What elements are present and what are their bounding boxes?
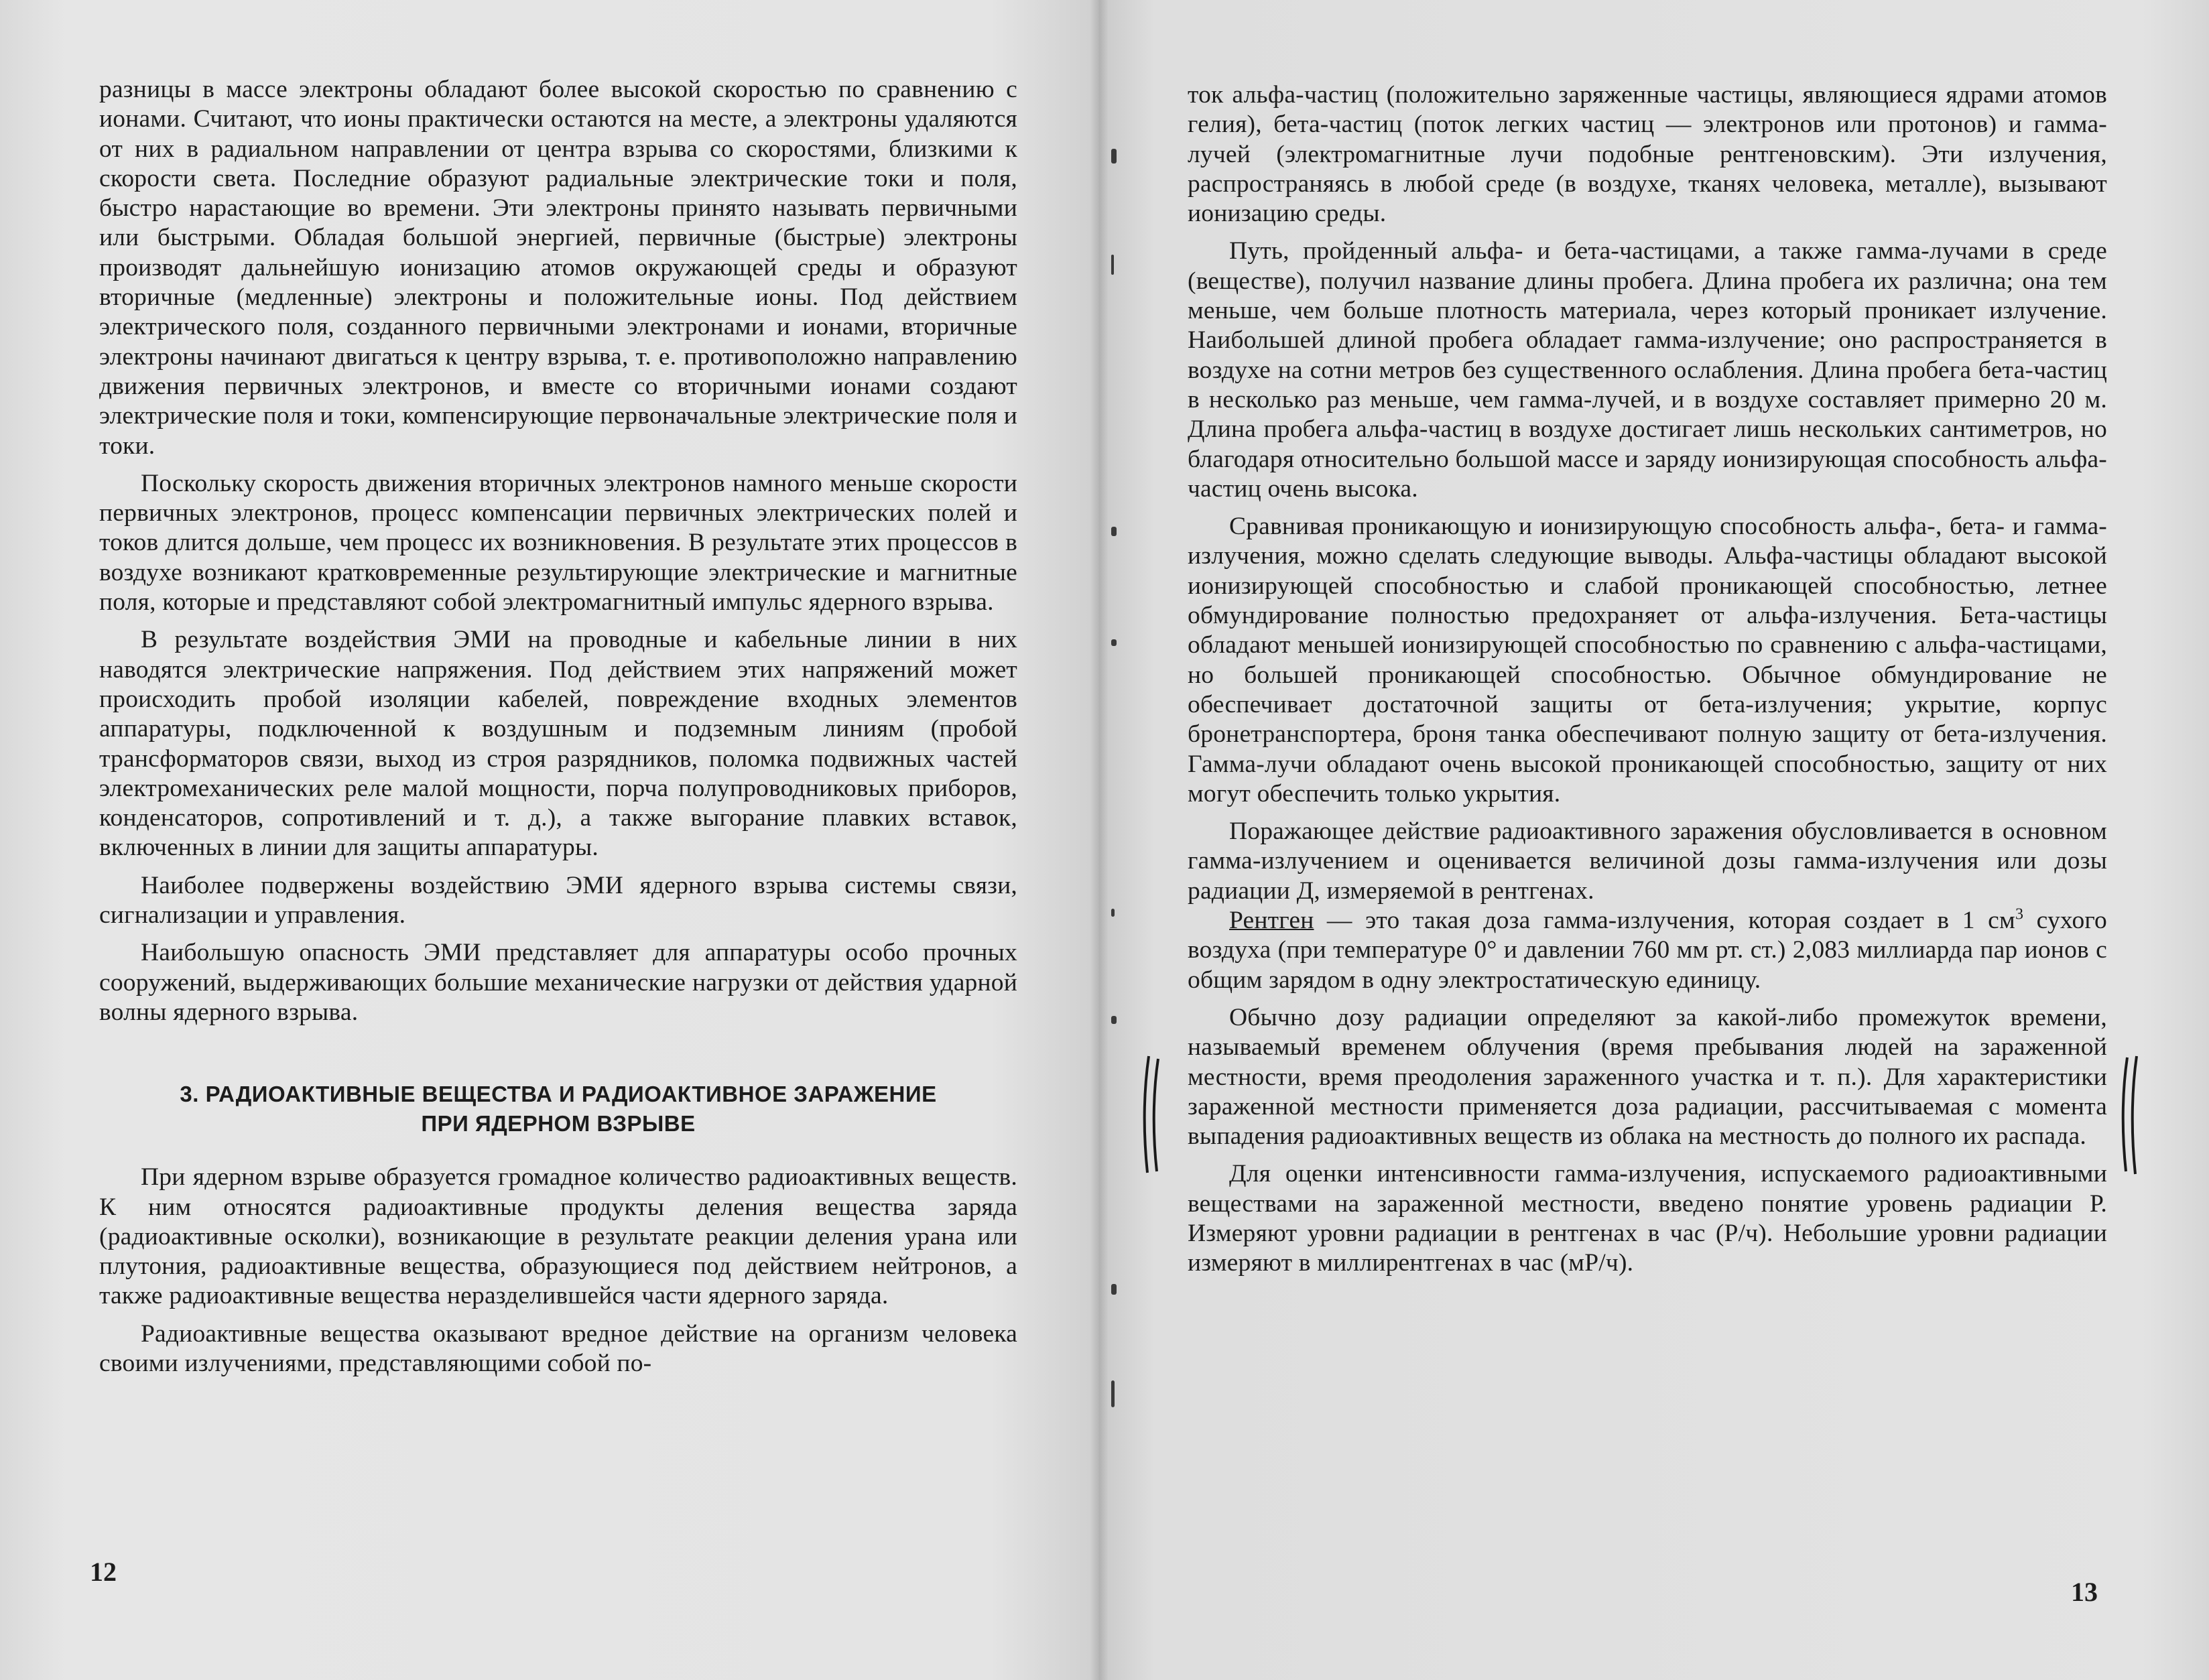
left-page-text: [99, 75, 1017, 1378]
binding-mark: [1111, 1284, 1117, 1295]
binding-mark: [1111, 1016, 1117, 1024]
binding-mark: [1111, 255, 1114, 275]
paragraph: Наибольшую опасность ЭМИ представляет для аппаратуры особо прочных сооружений, выдерживающих большие механические нагрузки от действия ударной волны ядерного взрыва.: [99, 939, 1017, 1026]
margin-bracket-left: [1139, 1053, 1166, 1175]
roentgen-definition-part1: — это такая доза гамма-излучения, которая создает в 1 см: [1314, 907, 2015, 935]
roentgen-superscript: 3: [2015, 905, 2024, 923]
binding-mark: [1111, 1380, 1115, 1407]
roentgen-definition-part2: сухого воздуха (при температуре 0° и давлении 760 мм рт. ст.) 2,083 миллиарда пар ионов с общим зарядом в одну электростатическую единицу.: [1188, 907, 2107, 994]
paragraph: Путь, пройденный альфа- и бета-частицами, а также гамма-лучами в среде (веществе), получил название длины пробега. Длина пробега их различна; она тем меньше, чем больше плотность материала, через который проникает излучение. Наибольшей длиной пробега обладает гамма-излучение; оно распространяется в воздухе на сотни метров без существенного ослабления. Длина пробега бета-частиц в несколько раз меньше, чем гамма-лучей, и в воздухе составляет примерно 20 м. Длина пробега альфа-частиц в воздухе достигает лишь нескольких сантиметров, но благодаря относительно большой массе и заряду ионизирующая способность альфа-частиц очень высока.: [1188, 237, 2107, 503]
paragraph: ток альфа-частиц (положительно заряженные частицы, являющиеся ядрами атомов гелия), бета-частиц (поток легких частиц — электронов или протонов) и гамма-лучей (электромагнитные лучи подобные рентгеновским). Эти излучения, распространяясь в любой среде (в воздухе, тканях человека, металле), вызывают ионизацию среды.: [1188, 81, 2107, 228]
paragraph: Радиоактивные вещества оказывают вредное действие на организм человека своими излучениями, представляющими собой по-: [99, 1319, 1017, 1377]
section-heading-line1: 3. РАДИОАКТИВНЫЕ ВЕЩЕСТВА И РАДИОАКТИВНОЕ ЗАРАЖЕНИЕ: [180, 1082, 937, 1107]
paragraph: Обычно дозу радиации определяют за какой-либо промежуток времени, называемый временем облучения (время пребывания людей на зараженной местности, время преодоления зараженного участка и т. п.). Для характеристики зараженной местности применяется доза радиации, рассчитываемая с момента выпадения радиоактивных веществ из облака на местность до полного их распада.: [1188, 1003, 2107, 1151]
section-heading: [99, 1080, 1017, 1139]
binding-mark: [1111, 527, 1117, 536]
left-page: [0, 0, 1099, 1680]
binding-mark: [1111, 909, 1115, 917]
binding-mark: [1111, 639, 1117, 646]
paragraph: Для оценки интенсивности гамма-излучения, испускаемого радиоактивными веществами на зараженной местности, введено понятие уровень радиации Р. Измеряют уровни радиации в рентгенах в час (Р/ч). Небольшие уровни радиации измеряют в миллирентгенах в час (мР/ч).: [1188, 1160, 2107, 1277]
roentgen-definition: [1188, 906, 2107, 995]
paragraph: Сравнивая проникающую и ионизирующую способность альфа-, бета- и гамма-излучения, можно сделать следующие выводы. Альфа-частицы обладают высокой ионизирующей способностью и слабой проникающей способностью, летнее обмундирование полностью предохраняет от альфа-излучения. Бета-частицы обладают меньшей ионизирующей способностью по сравнению с альфа-частицами, но большей проникающей способностью. Обычное обмундирование не обеспечивает достаточной защиты от бета-излучения; укрытие, корпус бронетранспортера, броня танка обеспечивают полную защиту от бета-излучения. Гамма-лучи обладают очень высокой проникающей способностью, защиту от них могут обеспечить только укрытия.: [1188, 513, 2107, 807]
right-page-text: [1188, 80, 2107, 1279]
double-bracket-right-icon: [2117, 1053, 2143, 1175]
double-bracket-left-icon: [1139, 1053, 1166, 1175]
margin-bracket-right: [2117, 1053, 2143, 1175]
paragraph: Наиболее подвержены воздействию ЭМИ ядерного взрыва системы связи, сигнализации и управления.: [99, 871, 1017, 929]
paragraph: При ядерном взрыве образуется громадное количество радиоактивных веществ. К ним относятся радиоактивные продукты деления вещества заряда (радиоактивные осколки), возникающие в результате реакции деления урана или плутония, радиоактивные вещества, образующиеся под действием нейтронов, а также радиоактивные вещества неразделившейся части ядерного заряда.: [99, 1163, 1017, 1310]
binding-mark: [1111, 149, 1117, 164]
paragraph: Поражающее действие радиоактивного заражения обусловливается в основном гамма-излучением и оценивается величиной дозы гамма-излучения или дозы радиации Д, измеряемой в рентгенах.: [1188, 818, 2107, 905]
paragraph: разницы в массе электроны обладают более высокой скоростью по сравнению с ионами. Считают, что ионы практически остаются на месте, а электроны удаляются от них в радиальном направлении от центра взрыва со скоростями, близкими к скорости света. Последние образуют радиальные электрические токи и поля, быстро нарастающие во времени. Эти электроны принято называть первичными или быстрыми. Обладая большой энергией, первичные (быстрые) электроны производят дальнейшую ионизацию атомов окружающей среды и образуют вторичные (медленные) электроны и положительные ионы. Под действием электрического поля, созданного первичными электронами и ионами, вторичные электроны начинают двигаться к центру взрыва, т. е. противоположно направлению движения первичных электронов, и вместе со вторичными ионами создают электрические поля и токи, компенсирующие первоначальные электрические поля и токи.: [99, 76, 1017, 460]
page-number: 12: [90, 1557, 117, 1587]
section-heading-line2: ПРИ ЯДЕРНОМ ВЗРЫВЕ: [421, 1111, 696, 1137]
paragraph: В результате воздействия ЭМИ на проводные и кабельные линии в них наводятся электрические напряжения. Под действием этих напряжений может происходить пробой изоляции кабелей, повреждение входных элементов аппаратуры, подключенной к воздушным и подземным линиям (пробой трансформаторов связи, выход из строя разрядников, поломка подвижных частей электромеханических реле малой мощности, порча полупроводниковых приборов, конденсаторов, сопротивлений и т. д.), а также выгорание плавких вставок, включенных в линии для защиты аппаратуры.: [99, 626, 1017, 862]
roentgen-term: Рентген: [1229, 907, 1314, 935]
page-number: 13: [2071, 1577, 2098, 1607]
paragraph: Поскольку скорость движения вторичных электронов намного меньше скорости первичных электронов, процесс компенсации первичных электрических полей и токов длится дольше, чем процесс их возникновения. В результате этих процессов в воздухе возникают кратковременные результирующие электрические и магнитные поля, которые и представляют собой электромагнитный импульс ядерного взрыва.: [99, 469, 1017, 617]
binding-marks: [1106, 0, 1126, 1680]
